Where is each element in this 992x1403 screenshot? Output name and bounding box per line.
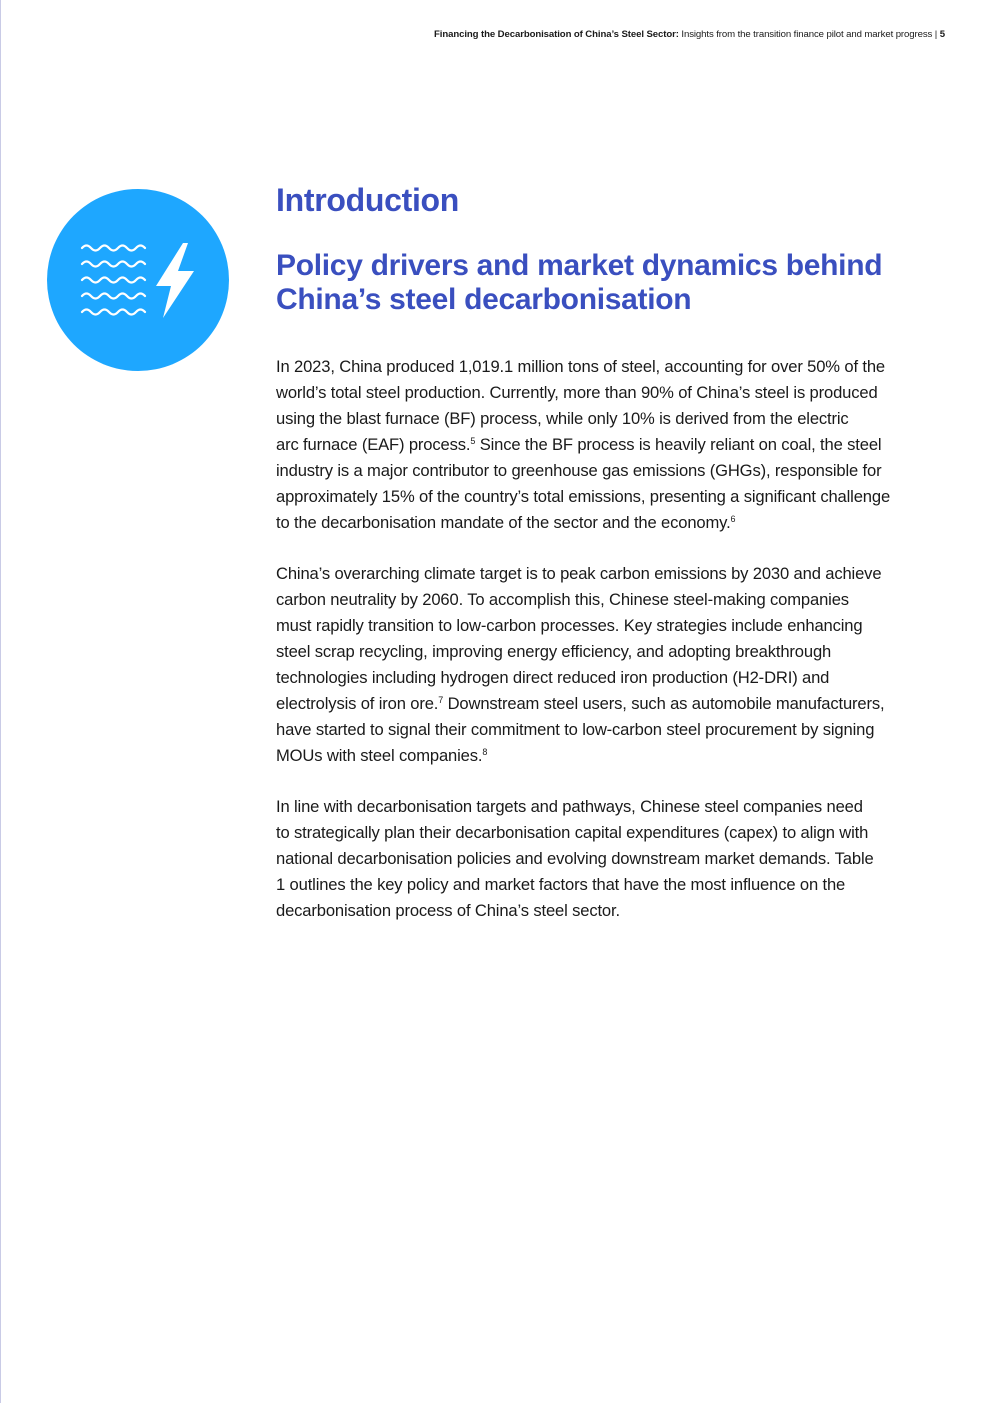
text-segment: arc furnace (EAF) process. <box>276 435 471 454</box>
main-content <box>276 180 946 924</box>
footnote-ref: 8 <box>482 747 488 757</box>
text-line: 1 outlines the key policy and market factors that have the most influence on the <box>276 875 846 894</box>
page-number: 5 <box>939 29 945 40</box>
paragraph-capex-planning <box>276 794 946 924</box>
text-line <box>276 432 946 458</box>
subtitle-line: Policy drivers and market dynamics behind <box>276 249 883 282</box>
text-line <box>276 510 946 536</box>
footnote-ref: 5 <box>470 436 476 446</box>
page-edge-line <box>0 0 1 1403</box>
text-line: technologies including hydrogen direct reduced iron production (H2-DRI) and <box>276 668 830 687</box>
footnote-ref: 6 <box>730 514 736 524</box>
text-segment: MOUs with steel companies. <box>276 746 483 765</box>
text-line: China’s overarching climate target is to peak carbon emissions by 2030 and achieve <box>276 564 882 583</box>
running-header <box>434 29 945 40</box>
text-segment: to the decarbonisation mandate of the sector and the economy. <box>276 513 731 532</box>
text-line: industry is a major contributor to greenhouse gas emissions (GHGs), responsible for <box>276 461 882 480</box>
subtitle-line: China’s steel decarbonisation <box>276 283 692 316</box>
report-subtitle: Insights from the transition finance pilot and market progress | <box>678 29 940 40</box>
text-line: carbon neutrality by 2060. To accomplish this, Chinese steel-making companies <box>276 590 849 609</box>
footnote-ref: 7 <box>438 695 444 705</box>
text-line: to strategically plan their decarbonisation capital expenditures (capex) to align with <box>276 823 869 842</box>
text-line: In line with decarbonisation targets and pathways, Chinese steel companies need <box>276 797 863 816</box>
text-segment: Since the BF process is heavily reliant on coal, the steel <box>475 435 882 454</box>
section-title: Introduction <box>276 182 460 218</box>
energy-water-icon <box>47 189 229 371</box>
text-line: world’s total steel production. Currently, more than 90% of China’s steel is produced <box>276 383 878 402</box>
text-line: using the blast furnace (BF) process, while only 10% is derived from the electric <box>276 409 849 428</box>
section-subtitle <box>276 249 946 317</box>
report-title: Financing the Decarbonisation of China’s Steel Sector: <box>434 29 679 40</box>
paragraph-climate-target <box>276 561 946 769</box>
text-segment: electrolysis of iron ore. <box>276 694 439 713</box>
text-line: national decarbonisation policies and evolving downstream market demands. Table <box>276 849 874 868</box>
text-line: decarbonisation process of China’s steel sector. <box>276 901 620 920</box>
text-line: In 2023, China produced 1,019.1 million tons of steel, accounting for over 50% of the <box>276 357 885 376</box>
text-line: steel scrap recycling, improving energy efficiency, and adopting breakthrough <box>276 642 832 661</box>
text-segment: Downstream steel users, such as automobile manufacturers, <box>443 694 885 713</box>
paragraph-steel-production <box>276 354 946 536</box>
text-line: approximately 15% of the country’s total emissions, presenting a significant challenge <box>276 487 891 506</box>
text-line: have started to signal their commitment to low-carbon steel procurement by signing <box>276 720 875 739</box>
text-line <box>276 691 946 717</box>
text-line: must rapidly transition to low-carbon processes. Key strategies include enhancing <box>276 616 863 635</box>
text-line <box>276 743 946 769</box>
